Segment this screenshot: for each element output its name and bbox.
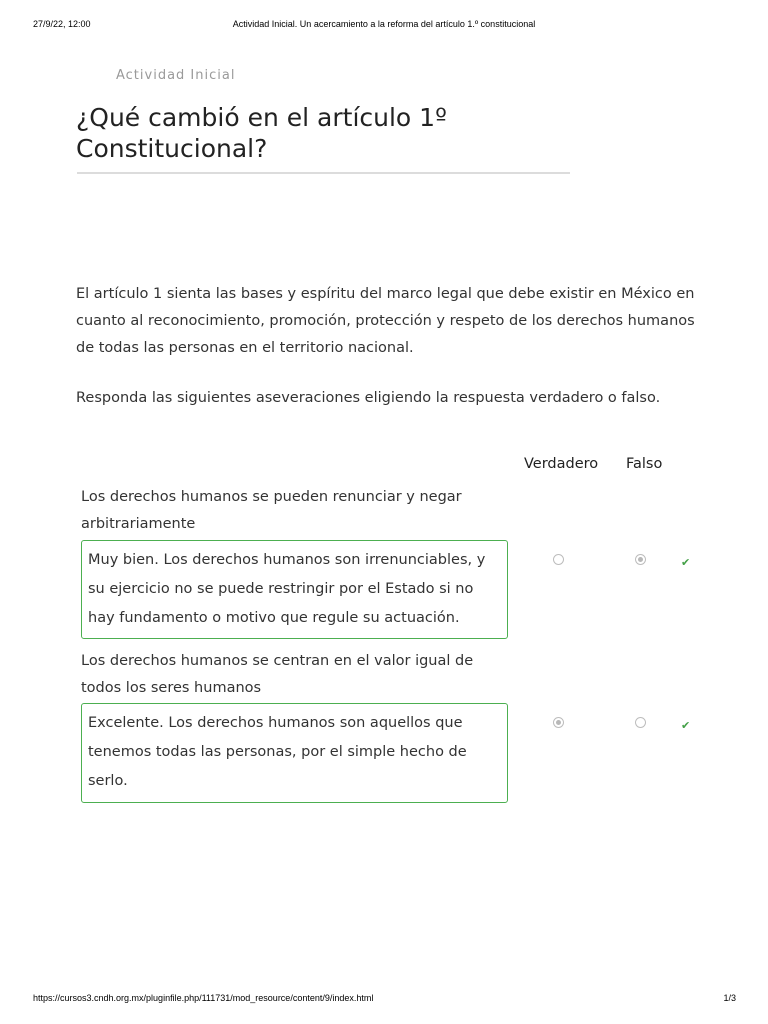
column-header-falso: Falso: [626, 456, 663, 472]
title-divider: [77, 172, 570, 174]
question-1-feedback: Muy bien. Los derechos humanos son irrenunciables, y su ejercicio no se puede restringir por el Estado si no hay fundamento o motivo que regule su actuación.: [81, 540, 508, 639]
question-2-statement: Los derechos humanos se centran en el valor igual de todos los seres humanos: [81, 653, 474, 696]
instruction-paragraph: Responda las siguientes aseveraciones eligiendo la respuesta verdadero o falso.: [76, 390, 661, 406]
question-1-correct-check-icon: ✔: [681, 556, 691, 569]
print-datetime: 27/9/22, 12:00: [33, 19, 91, 29]
page-title: ¿Qué cambió en el artículo 1º Constitucional?: [76, 103, 447, 163]
question-1-statement: Los derechos humanos se pueden renunciar y negar arbitrariamente: [81, 489, 462, 532]
question-2-radio-falso[interactable]: [635, 717, 646, 728]
question-1-radio-verdadero[interactable]: [553, 554, 564, 565]
question-2-feedback: Excelente. Los derechos humanos son aquellos que tenemos todas las personas, por el simple hecho de serlo.: [81, 703, 508, 803]
print-url: https://cursos3.cndh.org.mx/pluginfile.php/111731/mod_resource/content/9/index.html: [33, 993, 374, 1003]
question-1-radio-falso[interactable]: [635, 554, 646, 565]
intro-paragraph: El artículo 1 sienta las bases y espíritu del marco legal que debe existir en México en cuanto al reconocimiento, promoción, protección y respeto de los derechos humanos de todas las personas en el territorio nacional.: [76, 286, 695, 356]
column-header-verdadero: Verdadero: [524, 456, 599, 472]
question-2-radio-verdadero[interactable]: [553, 717, 564, 728]
print-page-number: 1/3: [723, 993, 736, 1003]
question-2-correct-check-icon: ✔: [681, 719, 691, 732]
print-header: [0, 19, 768, 31]
section-eyebrow: Actividad Inicial: [116, 68, 236, 83]
print-footer: [0, 993, 768, 1005]
print-doc-title: Actividad Inicial. Un acercamiento a la reforma del artículo 1.º constitucional: [232, 19, 536, 29]
